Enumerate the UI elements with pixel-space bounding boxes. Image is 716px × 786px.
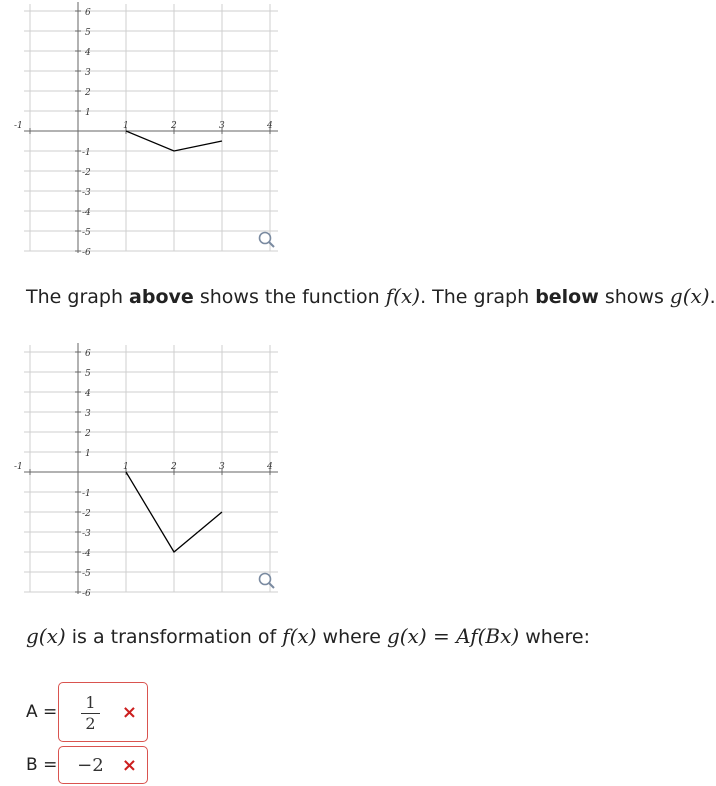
y-tick-label: -2 (82, 509, 91, 519)
answer-a-row (26, 682, 148, 742)
y-tick-label: 5 (85, 369, 91, 379)
y-tick-label: -4 (82, 208, 91, 218)
emphasis-above: above (129, 286, 194, 308)
sentence-text: . The graph (420, 286, 536, 308)
x-tick-label: 2 (171, 121, 177, 131)
y-tick-label: -1 (82, 148, 91, 158)
emphasis-below: below (535, 286, 599, 308)
y-tick-label: 1 (85, 108, 91, 118)
y-tick-label: -3 (82, 188, 91, 198)
answer-b-label: B = (26, 755, 58, 775)
x-tick-label: -1 (14, 462, 23, 472)
sentence-text: where: (519, 626, 590, 648)
answer-a-input[interactable] (58, 682, 148, 742)
sentence-text: is a transformation of (65, 626, 283, 648)
incorrect-icon: × (121, 701, 137, 723)
x-tick-label: 1 (123, 121, 129, 131)
y-tick-label: 3 (85, 68, 91, 78)
fraction-denominator: 2 (85, 714, 96, 733)
fraction-numerator: 1 (81, 695, 99, 714)
y-tick-label: 2 (85, 88, 91, 98)
graph-f (14, 0, 282, 258)
sentence-text: The graph (26, 286, 130, 308)
sentence-text: . (709, 286, 716, 308)
y-tick-label: 6 (85, 349, 91, 359)
sentence-text: shows the function (193, 286, 386, 308)
y-tick-label: 3 (85, 409, 91, 419)
answer-a-label: A = (26, 702, 58, 722)
graph-g (14, 341, 282, 599)
y-tick-label: -4 (82, 549, 91, 559)
y-tick-label: -1 (82, 489, 91, 499)
math-f-of-x: f(x) (282, 624, 317, 648)
graph-f-canvas (14, 0, 282, 258)
fraction (81, 695, 99, 732)
y-tick-label: -6 (82, 589, 91, 599)
answer-b-row (26, 746, 148, 784)
y-tick-label: 2 (85, 429, 91, 439)
x-tick-label: 2 (171, 462, 177, 472)
graph-g-canvas (14, 341, 282, 599)
x-tick-label: 3 (219, 121, 225, 131)
answer-b-input[interactable] (58, 746, 148, 784)
x-tick-label: 3 (219, 462, 225, 472)
y-tick-label: -3 (82, 529, 91, 539)
y-tick-label: -6 (82, 248, 91, 258)
x-tick-label: 1 (123, 462, 129, 472)
description-sentence (26, 284, 716, 308)
math-g-of-x: g(x) (669, 284, 710, 308)
y-tick-label: 4 (85, 389, 91, 399)
y-tick-label: -2 (82, 168, 91, 178)
zoom-icon[interactable] (260, 233, 275, 248)
y-tick-label: 6 (85, 8, 91, 18)
math-transformation-equation: g(x) = Af(Bx) (386, 624, 520, 648)
x-tick-label: -1 (14, 121, 23, 131)
y-tick-label: 5 (85, 28, 91, 38)
answer-a-value (59, 692, 122, 732)
y-tick-label: -5 (82, 228, 91, 238)
sentence-text: shows (598, 286, 670, 308)
y-tick-label: -5 (82, 569, 91, 579)
math-g-of-x: g(x) (26, 624, 66, 648)
incorrect-icon: × (121, 754, 137, 776)
zoom-icon[interactable] (260, 574, 275, 589)
transformation-sentence (26, 624, 590, 648)
y-tick-label: 4 (85, 48, 91, 58)
answer-b-value: −2 (77, 754, 104, 776)
math-f-of-x: f(x) (385, 284, 421, 308)
y-tick-label: 1 (85, 449, 91, 459)
x-tick-label: 4 (267, 121, 273, 131)
x-tick-label: 4 (267, 462, 273, 472)
sentence-text: where (316, 626, 387, 648)
